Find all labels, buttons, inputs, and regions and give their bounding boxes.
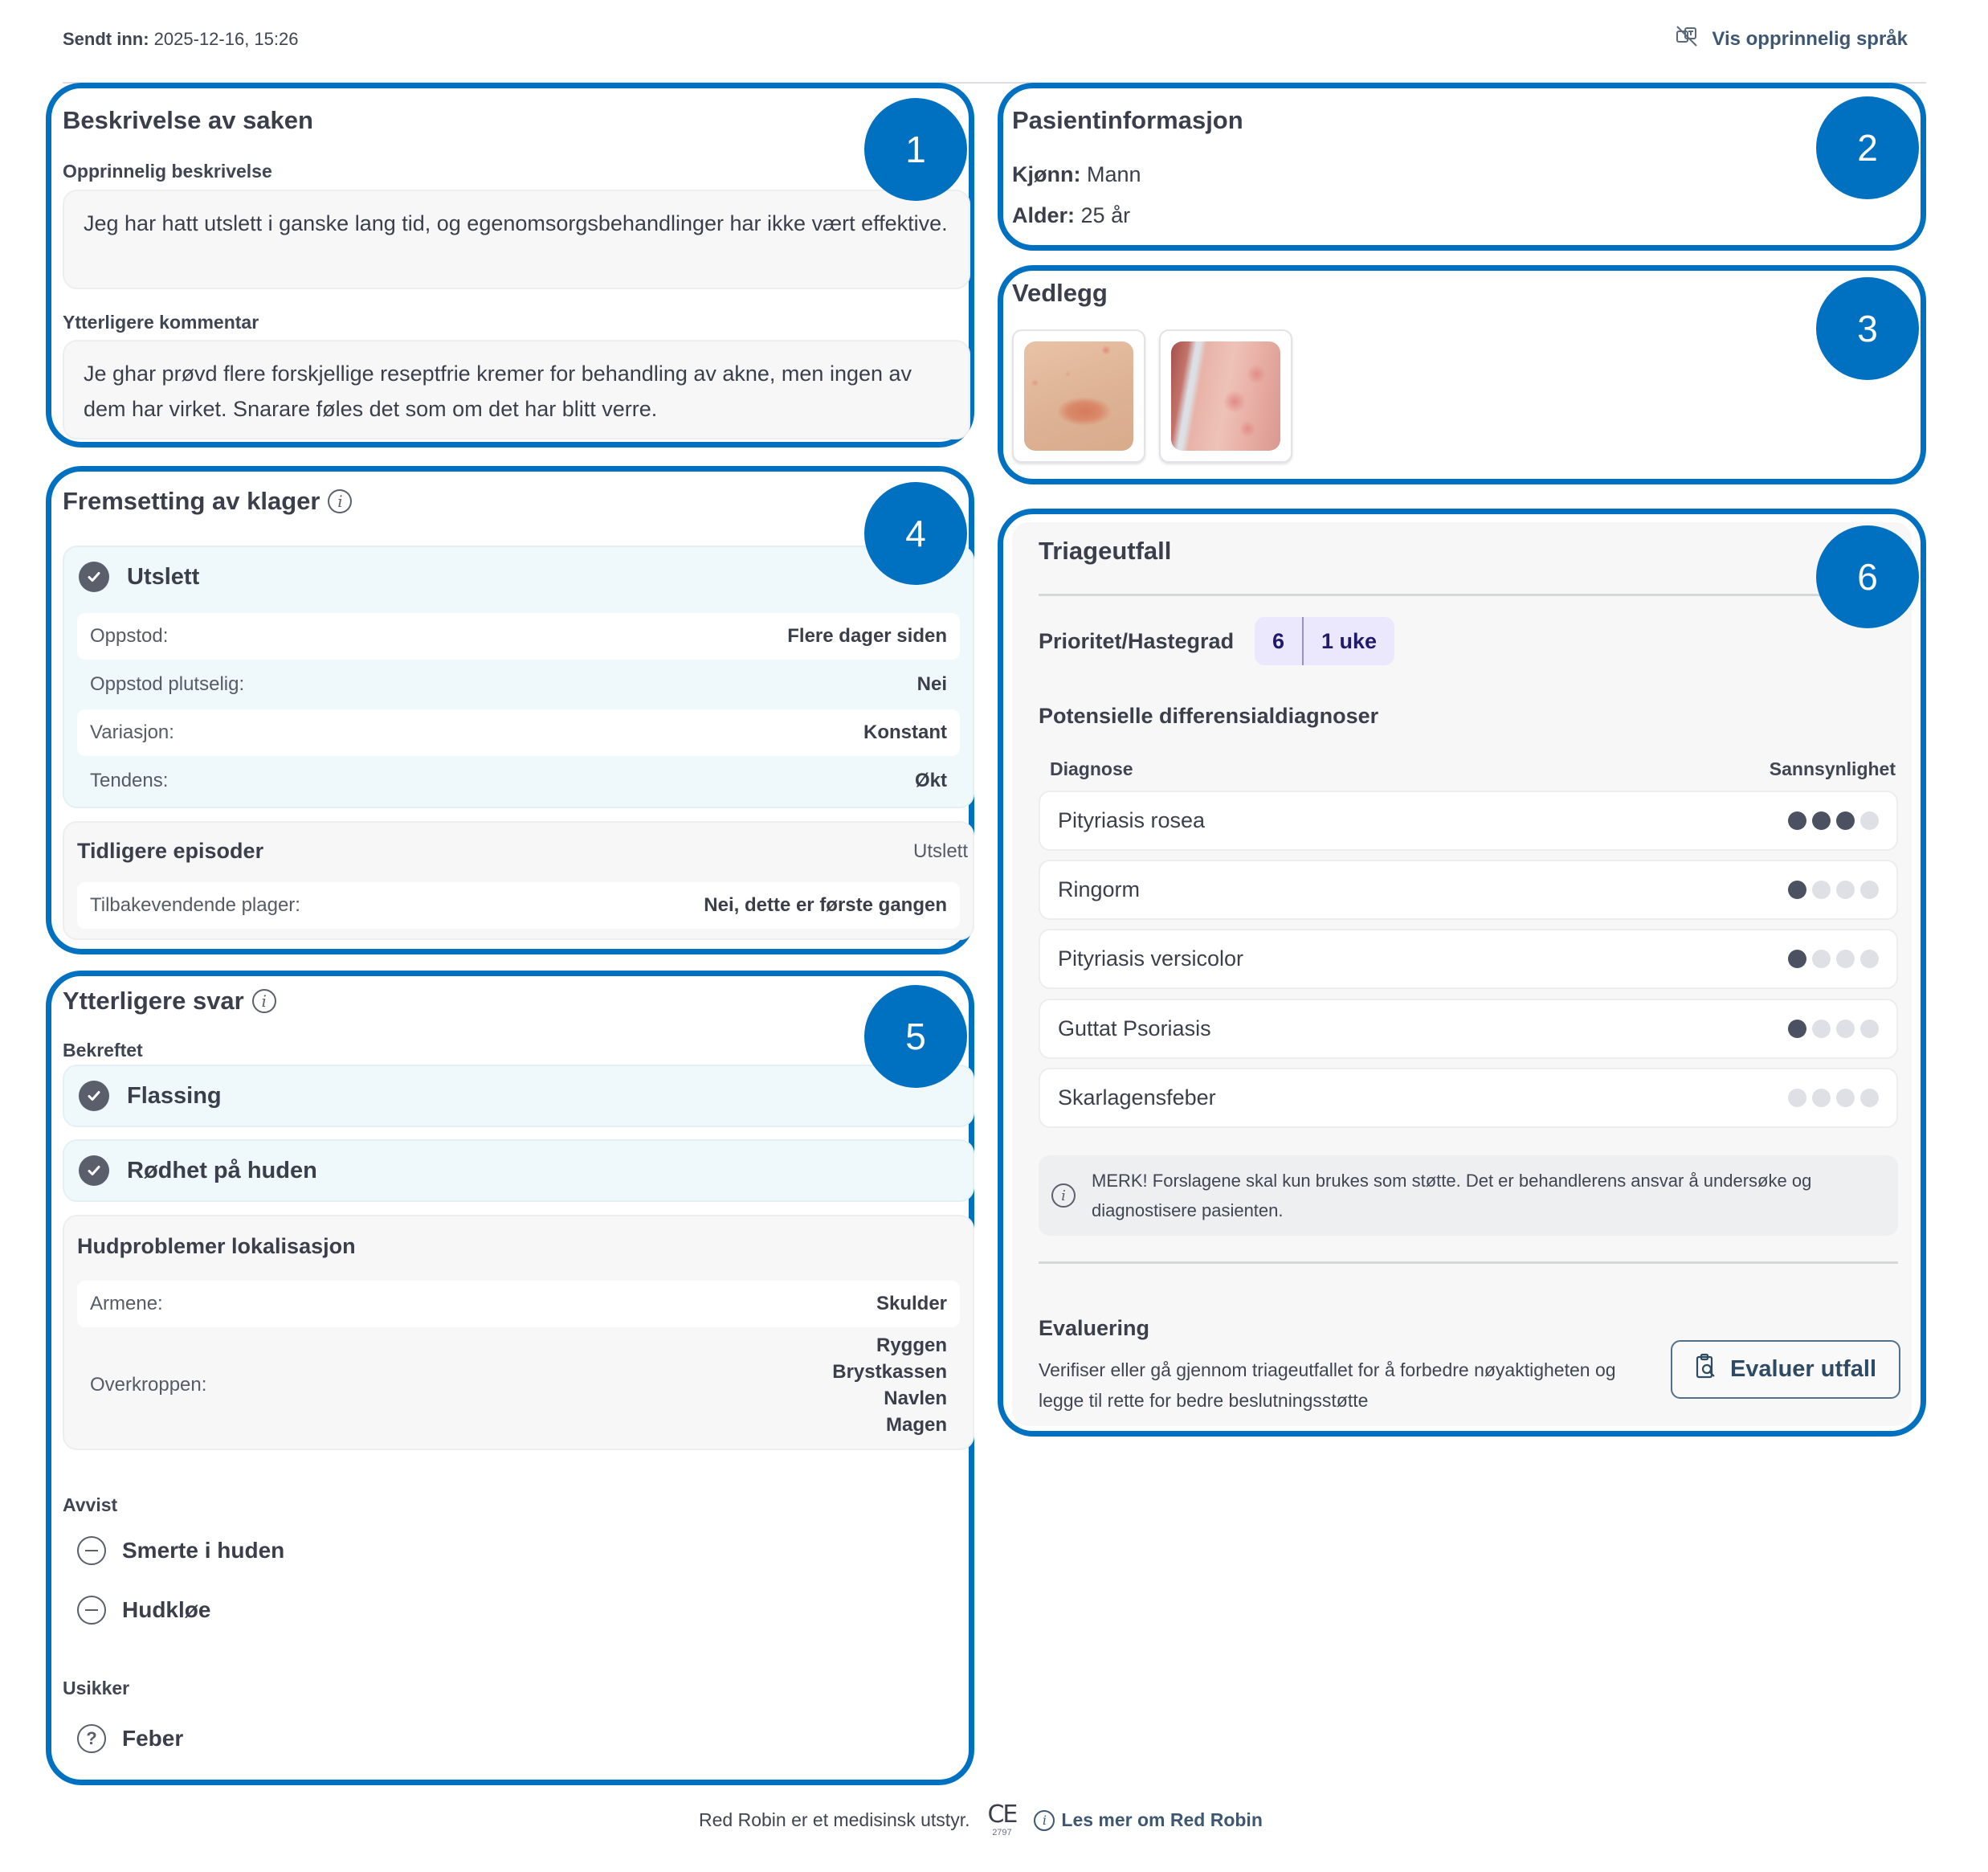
confirmed-label: Bekreftet xyxy=(63,1040,143,1061)
confirmed-symptom xyxy=(79,1081,222,1111)
evaluation-divider xyxy=(1039,1261,1898,1264)
learn-more-link[interactable] xyxy=(1034,1809,1262,1831)
probability-dot-empty xyxy=(1860,881,1879,899)
uncertain-symptom xyxy=(77,1724,183,1753)
rejected-symptom xyxy=(77,1596,210,1625)
probability-dot-empty xyxy=(1788,1089,1806,1107)
diagnosis-row[interactable] xyxy=(1039,791,1898,851)
detail-key: Oppstod plutselig: xyxy=(90,673,245,695)
disclaimer-text: MERK! Forslagene skal kun brukes som støtte. Det er behandlerens ansvar å undersøke og diagnostisere pasienten. xyxy=(1092,1171,1812,1220)
detail-key: Variasjon: xyxy=(90,721,174,743)
location-value: Magen xyxy=(885,1414,947,1436)
additional-answers-title xyxy=(63,987,276,1016)
probability-dot-empty xyxy=(1860,1020,1879,1038)
diagnosis-name: Guttat Psoriasis xyxy=(1058,1016,1211,1040)
gender-value: Mann xyxy=(1087,162,1141,186)
evaluation-description: Verifiser eller gå gjennom triageutfallet for å forbedre nøyaktigheten og legge til rette for bedre beslutningsstøtte xyxy=(1039,1359,1616,1411)
annotation-badge-6: 6 xyxy=(1816,525,1919,628)
previous-episodes-card xyxy=(63,821,974,940)
detail-key: Oppstod: xyxy=(90,625,169,647)
priority-level: 6 xyxy=(1272,628,1285,653)
skin-rash-photo-1 xyxy=(1024,341,1133,451)
skin-rash-photo-2 xyxy=(1171,341,1280,451)
location-value: Brystkassen xyxy=(832,1361,947,1383)
symptom-detail-row xyxy=(77,758,960,804)
complaints-title xyxy=(63,487,352,516)
probability-dot-empty xyxy=(1836,881,1855,899)
info-icon: i xyxy=(1034,1810,1055,1831)
additional-answers-title-label: Ytterligere svar xyxy=(63,987,244,1015)
diagnosis-name: Pityriasis versicolor xyxy=(1058,946,1244,971)
diagnosis-name: Ringorm xyxy=(1058,877,1141,901)
diagnosis-row[interactable] xyxy=(1039,929,1898,989)
patient-info-title: Pasientinformasjon xyxy=(1012,106,1243,134)
annotation-badge-5: 5 xyxy=(864,985,967,1088)
disclaimer-notice xyxy=(1039,1155,1898,1236)
learn-more-label: Les mer om Red Robin xyxy=(1061,1809,1263,1830)
location-key: Armene: xyxy=(90,1293,163,1314)
differentials-title: Potensielle differensialdiagnoser xyxy=(1039,704,1379,728)
annotation-badge-3: 3 xyxy=(1816,277,1919,380)
priority-time: 1 uke xyxy=(1321,628,1378,653)
diagnosis-name: Pityriasis rosea xyxy=(1058,808,1206,832)
question-circle-icon: ? xyxy=(77,1724,106,1753)
location-value: Skulder xyxy=(876,1293,947,1314)
probability-indicator xyxy=(1788,1020,1879,1038)
detail-value: Flere dager siden xyxy=(787,625,947,647)
probability-column-header: Sannsynlighet xyxy=(1769,758,1896,779)
detail-value: Økt xyxy=(914,770,947,791)
skin-location-title: Hudproblemer lokalisasjon xyxy=(77,1234,356,1258)
priority-badge xyxy=(1255,617,1394,665)
annotation-badge-4: 4 xyxy=(864,482,967,585)
triage-title: Triageutfall xyxy=(1039,537,1172,565)
complaints-title-label: Fremsetting av klager xyxy=(63,487,320,515)
main-symptom-card xyxy=(63,546,974,808)
submitted-label: Sendt inn: xyxy=(63,29,149,49)
location-values xyxy=(832,1332,947,1438)
probability-dot-empty xyxy=(1860,1089,1879,1107)
patient-age xyxy=(1012,203,1130,228)
clipboard-search-icon xyxy=(1695,1353,1717,1387)
info-icon[interactable]: i xyxy=(252,989,276,1013)
rejected-symptom-label: Hudkløe xyxy=(122,1597,211,1622)
uncertain-symptom-label: Feber xyxy=(122,1726,184,1751)
original-description-label: Opprinnelig beskrivelse xyxy=(63,161,272,182)
submitted-timestamp xyxy=(63,29,299,50)
medical-device-text: Red Robin er et medisinsk utstyr. xyxy=(699,1809,970,1830)
attachment-thumbnail-2[interactable] xyxy=(1159,329,1292,463)
probability-dot-filled xyxy=(1788,881,1806,899)
detail-key: Tilbakevendende plager: xyxy=(90,894,300,916)
probability-indicator xyxy=(1788,881,1879,899)
previous-episodes-tag: Utslett xyxy=(912,840,968,862)
probability-dot-filled xyxy=(1788,1020,1806,1038)
check-circle-icon xyxy=(79,1081,109,1111)
info-icon: i xyxy=(1051,1183,1076,1208)
minus-circle-icon xyxy=(77,1596,106,1625)
probability-dot-filled xyxy=(1788,950,1806,968)
uncertain-label: Usikker xyxy=(63,1678,130,1698)
check-circle-icon xyxy=(79,562,109,592)
diagnosis-row[interactable] xyxy=(1039,999,1898,1059)
show-original-language-link[interactable] xyxy=(1675,24,1908,54)
diagnosis-name: Skarlagensfeber xyxy=(1058,1085,1216,1110)
confirmed-symptom xyxy=(79,1155,317,1186)
probability-dot-empty xyxy=(1836,1089,1855,1107)
age-value: 25 år xyxy=(1080,203,1131,227)
main-symptom-label: Utslett xyxy=(127,563,200,590)
priority-label: Prioritet/Hastegrad xyxy=(1039,629,1235,653)
confirmed-symptom-label: Flassing xyxy=(127,1082,222,1109)
ce-number: 2797 xyxy=(992,1828,1012,1837)
additional-comment-label: Ytterligere kommentar xyxy=(63,312,259,333)
probability-indicator xyxy=(1788,950,1879,968)
diagnosis-row[interactable] xyxy=(1039,860,1898,920)
detail-value: Nei xyxy=(916,673,947,695)
original-description-text: Jeg har hatt utslett i ganske lang tid, og egenomsorgsbehandlinger har ikke vært effektive. xyxy=(63,190,970,289)
attachments-title: Vedlegg xyxy=(1012,279,1108,307)
probability-dot-filled xyxy=(1788,811,1806,830)
skin-location-card xyxy=(63,1215,974,1450)
main-symptom-header xyxy=(79,562,199,592)
location-row xyxy=(77,1329,960,1441)
probability-dot-empty xyxy=(1812,1089,1831,1107)
case-description-title: Beskrivelse av saken xyxy=(63,106,313,134)
rejected-symptom xyxy=(77,1536,284,1565)
probability-dot-empty xyxy=(1836,1020,1855,1038)
location-row xyxy=(77,1281,960,1327)
footer xyxy=(699,1800,1263,1837)
annotation-badge-1: 1 xyxy=(864,98,967,201)
annotation-badge-2: 2 xyxy=(1816,96,1919,199)
show-original-language-label: Vis opprinnelig språk xyxy=(1712,27,1908,50)
age-label: Alder: xyxy=(1012,203,1076,227)
confirmed-symptom-card xyxy=(63,1065,974,1127)
diagnosis-row[interactable] xyxy=(1039,1068,1898,1128)
symptom-detail-row xyxy=(77,709,960,756)
gender-label: Kjønn: xyxy=(1012,162,1081,186)
location-value: Ryggen xyxy=(876,1335,947,1356)
rejected-label: Avvist xyxy=(63,1494,118,1515)
probability-dot-empty xyxy=(1860,950,1879,968)
confirmed-symptom-card xyxy=(63,1139,974,1202)
ce-mark-icon xyxy=(987,1800,1017,1837)
check-circle-icon xyxy=(79,1155,109,1186)
probability-dot-empty xyxy=(1860,811,1879,830)
probability-dot-filled xyxy=(1836,811,1855,830)
translate-off-icon xyxy=(1675,24,1699,54)
probability-dot-filled xyxy=(1812,811,1831,830)
evaluation-title: Evaluering xyxy=(1039,1316,1150,1340)
probability-indicator xyxy=(1788,811,1879,830)
ce-mark: CE xyxy=(987,1800,1017,1829)
probability-dot-empty xyxy=(1812,1020,1831,1038)
location-key: Overkroppen: xyxy=(90,1374,207,1396)
location-value: Navlen xyxy=(884,1388,947,1409)
confirmed-symptom-label: Rødhet på huden xyxy=(127,1157,317,1183)
probability-dot-empty xyxy=(1836,950,1855,968)
diagnosis-column-header: Diagnose xyxy=(1050,758,1133,779)
symptom-detail-row xyxy=(77,661,960,708)
minus-circle-icon xyxy=(77,1536,106,1565)
submitted-value: 2025-12-16, 15:26 xyxy=(153,29,299,49)
probability-indicator xyxy=(1788,1089,1879,1107)
additional-comment-text: Je ghar prøvd flere forskjellige reseptfrie kremer for behandling av akne, men ingen av dem har virket. Snarare føles det som om det har blitt verre. xyxy=(63,340,970,439)
info-icon[interactable]: i xyxy=(328,489,352,513)
evaluate-outcome-button[interactable] xyxy=(1671,1340,1900,1399)
probability-dot-empty xyxy=(1812,881,1831,899)
detail-value: Nei, dette er første gangen xyxy=(704,894,947,916)
evaluate-outcome-label: Evaluer utfall xyxy=(1729,1356,1877,1382)
patient-gender xyxy=(1012,162,1141,187)
previous-episodes-title: Tidligere episoder xyxy=(77,839,264,863)
triage-divider xyxy=(1039,594,1842,596)
attachment-thumbnail-1[interactable] xyxy=(1012,329,1145,463)
previous-episode-row xyxy=(77,882,960,929)
detail-key: Tendens: xyxy=(90,770,169,791)
symptom-detail-row xyxy=(77,613,960,660)
detail-value: Konstant xyxy=(863,721,947,743)
rejected-symptom-label: Smerte i huden xyxy=(122,1538,285,1563)
probability-dot-empty xyxy=(1812,950,1831,968)
